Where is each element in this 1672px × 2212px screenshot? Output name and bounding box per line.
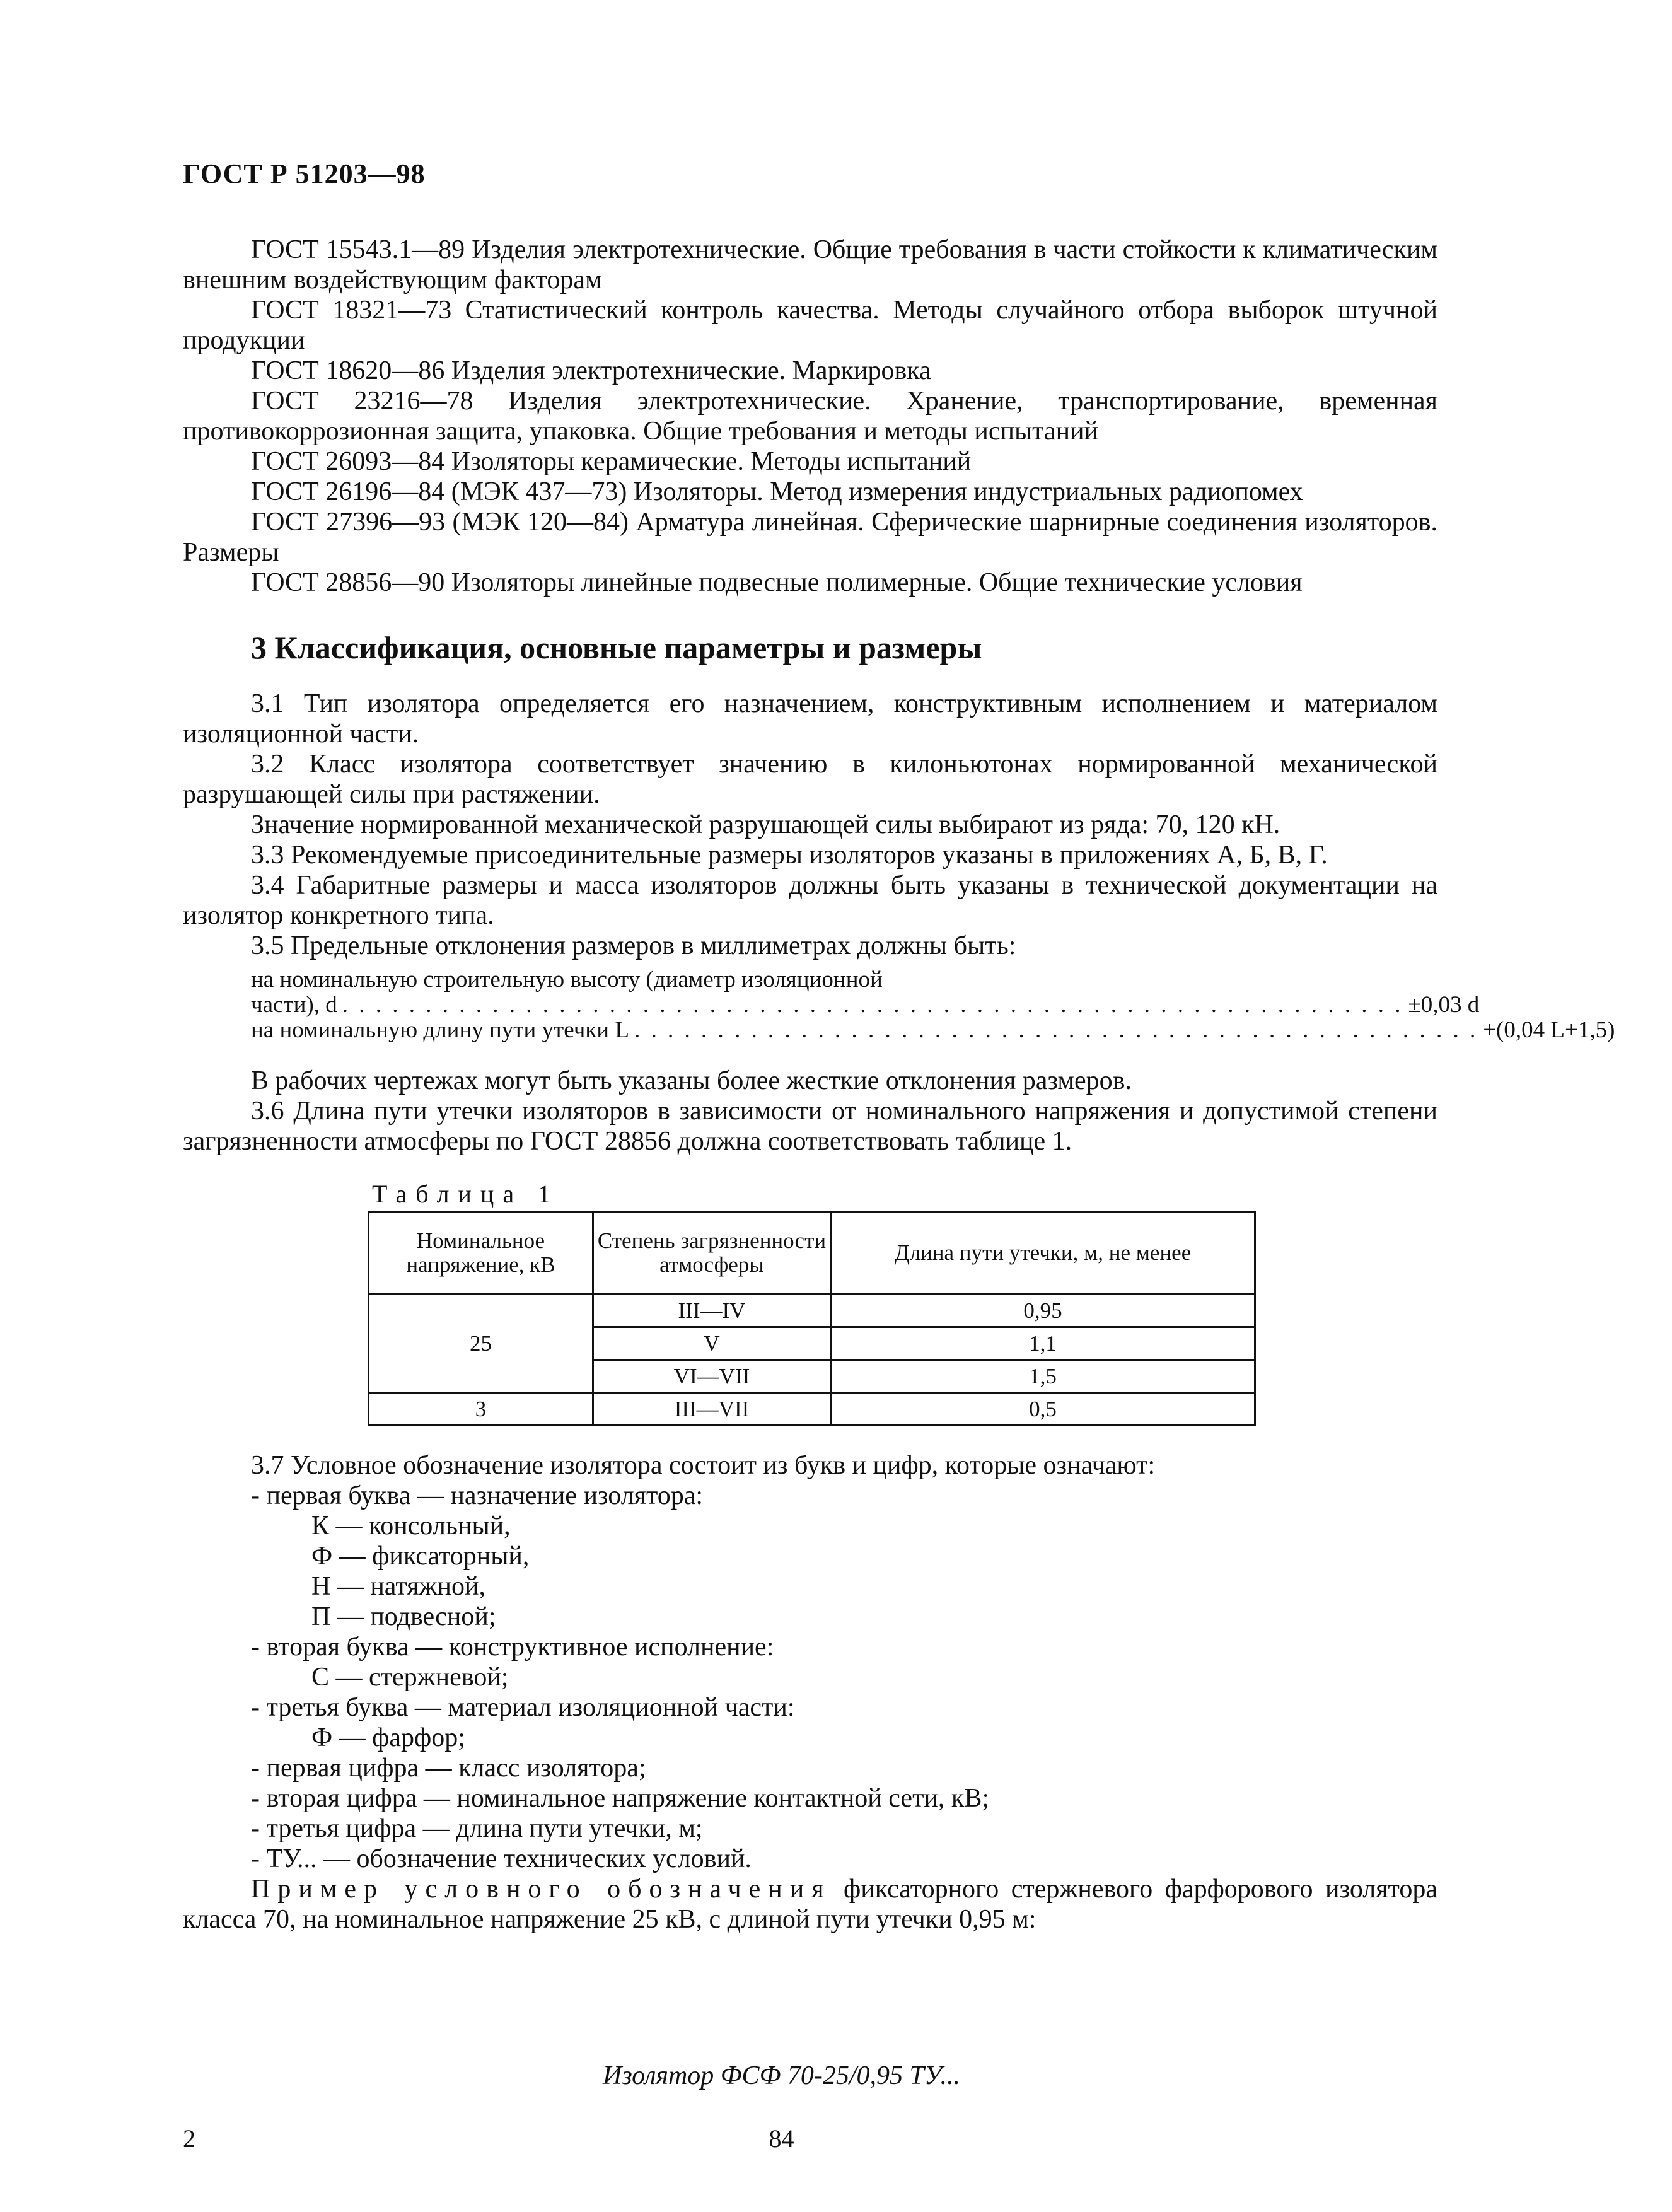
clause-3-7-intro: 3.7 Условное обозначение изолятора состоит из букв и цифр, которые означают: bbox=[251, 1451, 1156, 1480]
table-row bbox=[369, 1393, 1255, 1426]
list-item: - первая цифра — класс изолятора; bbox=[251, 1754, 646, 1783]
section-3-body bbox=[183, 689, 1615, 1043]
list-item: - третья буква — материал изоляционной части: bbox=[251, 1693, 795, 1722]
clause-3-7 bbox=[183, 1450, 1437, 1935]
reference-item: ГОСТ 28856—90 Изоляторы линейные подвесные полимерные. Общие технические условия bbox=[251, 568, 1303, 597]
table-row bbox=[369, 1295, 1255, 1327]
example-lead: Пример условного обозначения bbox=[251, 1875, 832, 1904]
tolerance-leakage-label: на номинальную длину пути утечки L bbox=[251, 1017, 629, 1043]
table-header-row bbox=[369, 1212, 1255, 1295]
table-cell-length: 0,5 bbox=[831, 1393, 1255, 1426]
dot-leader: . . . . . . . . . . . . . . . . . . . . . . . . . . . . . . . . . . . . . . . . . . . . . . . . . . . . . . . . . . . . . . . . bbox=[342, 992, 1403, 1018]
example-text: фиксаторного стержневого фарфорового изолятора класса 70, на номинальное напряжение 25 кВ, с длиной пути утечки 0,95 м: bbox=[183, 1875, 1437, 1934]
table-1-title: Таблица 1 bbox=[372, 1180, 560, 1208]
tolerance-height-label: части), d bbox=[251, 992, 337, 1018]
table-cell-voltage: 25 bbox=[369, 1295, 593, 1393]
normative-references bbox=[183, 235, 1437, 598]
list-item: Ф — фарфор; bbox=[311, 1723, 465, 1752]
table-cell-length: 0,95 bbox=[831, 1295, 1255, 1327]
list-item: К — консольный, bbox=[311, 1511, 511, 1540]
list-item: - вторая буква — конструктивное исполнение: bbox=[251, 1633, 774, 1662]
document-code-header: ГОСТ Р 51203—98 bbox=[183, 158, 426, 189]
reference-item: ГОСТ 18620—86 Изделия электротехнические. Маркировка bbox=[251, 356, 931, 385]
sheet-number: 84 bbox=[769, 2124, 794, 2153]
reference-item: ГОСТ 27396—93 (МЭК 120—84) Арматура линейная. Сферические шарнирные соединения изоляторов. Размеры bbox=[183, 508, 1437, 567]
table-header-cell: Степень загрязненности атмосферы bbox=[593, 1212, 831, 1295]
example-paragraph bbox=[183, 1874, 1437, 1935]
tolerance-leakage-row bbox=[183, 1017, 1615, 1043]
reference-item: ГОСТ 26093—84 Изоляторы керамические. Методы испытаний bbox=[251, 447, 972, 476]
list-item: Ф — фиксаторный, bbox=[311, 1542, 530, 1571]
clause-3-2-values: Значение нормированной механической разрушающей силы выбирают из ряда: 70, 120 кН. bbox=[251, 810, 1280, 839]
list-item: П — подвесной; bbox=[311, 1602, 496, 1631]
list-item: - первая буква — назначение изолятора: bbox=[251, 1481, 704, 1510]
reference-item: ГОСТ 15543.1—89 Изделия электротехнические. Общие требования в части стойкости к климатическим внешним воздействующим факторам bbox=[183, 235, 1437, 294]
clause-3-5-note: В рабочих чертежах могут быть указаны более жесткие отклонения размеров. bbox=[251, 1066, 1132, 1095]
list-item: С — стержневой; bbox=[311, 1663, 509, 1692]
designation-list bbox=[183, 1481, 1437, 1874]
table-cell-degree: III—VII bbox=[593, 1393, 831, 1426]
table-cell-voltage: 3 bbox=[369, 1393, 593, 1426]
example-designation: Изолятор ФСФ 70-25/0,95 ТУ... bbox=[603, 2061, 960, 2090]
table-cell-length: 1,5 bbox=[831, 1360, 1255, 1393]
table-cell-degree: VI—VII bbox=[593, 1360, 831, 1393]
list-item: - третья цифра — длина пути утечки, м; bbox=[251, 1814, 703, 1843]
reference-item: ГОСТ 18321—73 Статистический контроль качества. Методы случайного отбора выборок штучной продукции bbox=[183, 296, 1437, 355]
table-header-cell: Длина пути утечки, м, не менее bbox=[831, 1212, 1255, 1295]
section-3-title: 3 Классификация, основные параметры и размеры bbox=[251, 630, 982, 665]
clause-3-6: 3.6 Длина пути утечки изоляторов в зависимости от номинального напряжения и допустимой степени загрязненности атмосферы по ГОСТ 28856 должна соответствовать таблице 1. bbox=[183, 1097, 1437, 1156]
list-item: - ТУ... — обозначение технических условий. bbox=[251, 1844, 752, 1873]
clause-3-2: 3.2 Класс изолятора соответствует значению в килоньютонах нормированной механической разрушающей силы при растяжении. bbox=[183, 750, 1437, 809]
clause-3-4: 3.4 Габаритные размеры и масса изоляторов должны быть указаны в технической документации на изолятор конкретного типа. bbox=[183, 871, 1437, 930]
page-number: 2 bbox=[183, 2124, 195, 2153]
reference-item: ГОСТ 26196—84 (МЭК 437—73) Изоляторы. Метод измерения индустриальных радиопомех bbox=[251, 477, 1303, 506]
list-item: - вторая цифра — номинальное напряжение контактной сети, кВ; bbox=[251, 1784, 989, 1813]
dot-leader: . . . . . . . . . . . . . . . . . . . . . . . . . . . . . . . . . . . . . . . . . . . . . . . . . . . bbox=[634, 1017, 1478, 1043]
tolerance-height-row bbox=[183, 992, 1480, 1018]
reference-item: ГОСТ 23216—78 Изделия электротехнические. Хранение, транспортирование, временная противокоррозионная защита, упаковка. Общие требования и методы испытаний bbox=[183, 387, 1437, 446]
table-cell-length: 1,1 bbox=[831, 1327, 1255, 1360]
clause-3-1: 3.1 Тип изолятора определяется его назначением, конструктивным исполнением и материалом изоляционной части. bbox=[183, 689, 1437, 748]
tolerance-line: на номинальную строительную высоту (диаметр изоляционной bbox=[251, 967, 883, 992]
clause-3-5: 3.5 Предельные отклонения размеров в миллиметрах должны быть: bbox=[251, 931, 1016, 960]
table-header-cell: Номинальное напряжение, кВ bbox=[369, 1212, 593, 1295]
list-item: Н — натяжной, bbox=[311, 1572, 485, 1601]
clause-3-3: 3.3 Рекомендуемые присоединительные размеры изоляторов указаны в приложениях А, Б, В, Г. bbox=[251, 841, 1328, 870]
table-1 bbox=[368, 1211, 1256, 1426]
table-cell-degree: III—IV bbox=[593, 1295, 831, 1327]
section-3-continued bbox=[183, 1066, 1437, 1156]
table-cell-degree: V bbox=[593, 1327, 831, 1360]
tolerance-leakage-value: +(0,04 L+1,5) bbox=[1483, 1017, 1615, 1043]
tolerance-height-value: ±0,03 d bbox=[1408, 992, 1480, 1018]
